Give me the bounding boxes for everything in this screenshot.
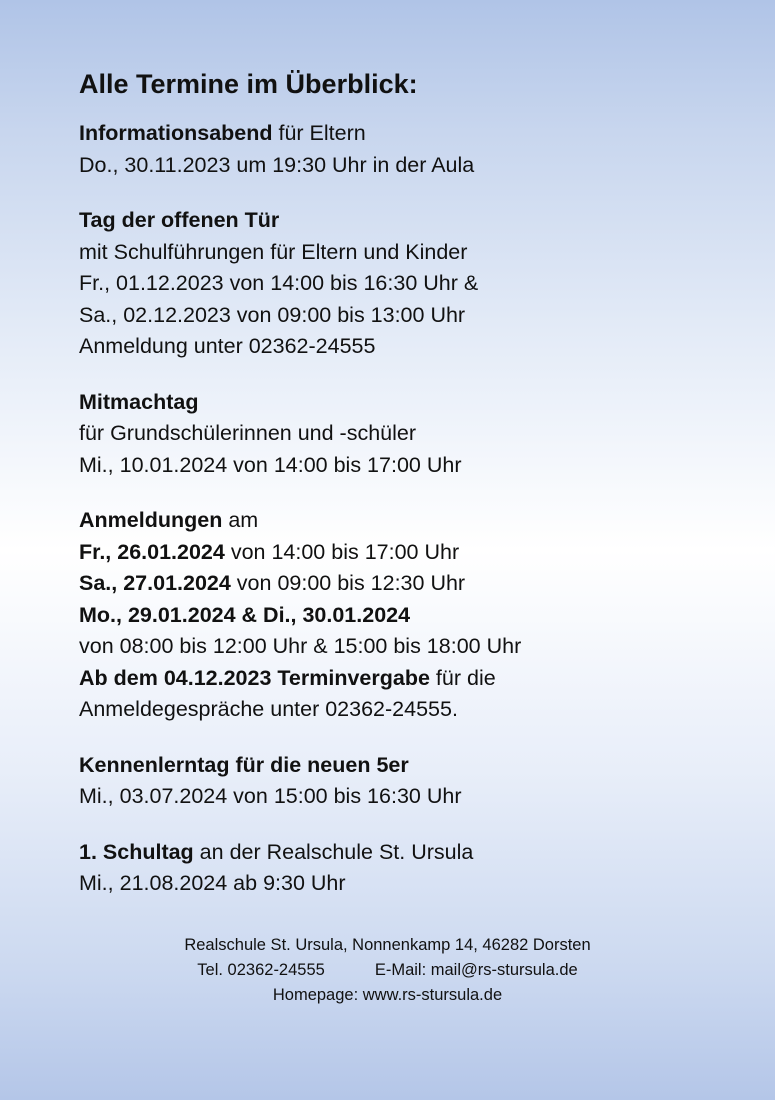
registration-date: Sa., 27.01.2024 [79, 571, 231, 595]
page-title: Alle Termine im Überblick: [79, 69, 418, 99]
event-title-line [79, 118, 719, 150]
event-description: für Grundschülerinnen und -schüler [79, 421, 417, 445]
event-title: Informationsabend [79, 121, 273, 145]
appointments-rest: für die [429, 665, 496, 690]
footer-homepage: Homepage: www.rs-stursula.de [272, 986, 503, 1004]
event-date: Do., 30.11.2023 um 19:30 Uhr in der Aula [79, 152, 475, 177]
event-date: Mi., 21.08.2024 ab 9:30 Uhr [79, 871, 346, 895]
appointments-contact: Anmeldegespräche unter 02362-24555. [79, 697, 458, 721]
footer-email: E-Mail: mail@rs-stursula.de [374, 961, 578, 979]
event-title: 1. Schultag [79, 839, 194, 864]
event-title-rest: am [222, 508, 259, 532]
event-description: mit Schulführungen für Eltern und Kinder [79, 239, 468, 264]
appointments-bold: Ab dem 04.12.2023 Terminvergabe [79, 665, 430, 690]
event-open-day [79, 205, 719, 363]
event-title: Anmeldungen [79, 508, 223, 532]
event-title-rest: für Eltern [272, 121, 366, 145]
event-date: Mi., 03.07.2024 von 15:00 bis 16:30 Uhr [79, 784, 462, 808]
registration-time: von 14:00 bis 17:00 Uhr [224, 539, 460, 564]
event-title: Tag der offenen Tür [79, 208, 280, 232]
event-contact: Anmeldung unter 02362-24555 [79, 334, 376, 358]
registration-date: Fr., 26.01.2024 [79, 539, 225, 564]
footer [0, 933, 775, 1008]
event-mitmachtag [79, 387, 719, 482]
event-title: Kennenlerntag für die neuen 5er [79, 752, 409, 777]
registration-appointments [79, 663, 719, 695]
registration-friday [79, 537, 719, 569]
event-registration [79, 505, 719, 726]
event-first-school-day [79, 837, 719, 900]
registration-time: von 09:00 bis 12:30 Uhr [230, 571, 466, 595]
event-meet-day [79, 750, 719, 813]
registration-saturday [79, 568, 719, 600]
registration-mo-di-dates: Mo., 29.01.2024 & Di., 30.01.2024 [79, 602, 411, 627]
footer-phone: Tel. 02362-24555 [197, 961, 325, 979]
footer-contact [0, 958, 775, 983]
event-title-line [79, 505, 719, 537]
event-title: Mitmachtag [79, 389, 199, 414]
schedule-document [79, 66, 719, 924]
event-title-line [79, 837, 719, 869]
event-date: Sa., 02.12.2023 von 09:00 bis 13:00 Uhr [79, 302, 466, 327]
registration-mo-di-time: von 08:00 bis 12:00 Uhr & 15:00 bis 18:00 Uhr [79, 634, 522, 658]
event-date: Mi., 10.01.2024 von 14:00 bis 17:00 Uhr [79, 452, 462, 477]
event-title-rest: an der Realschule St. Ursula [193, 839, 474, 864]
footer-address: Realschule St. Ursula, Nonnenkamp 14, 46282 Dorsten [184, 936, 591, 954]
event-date: Fr., 01.12.2023 von 14:00 bis 16:30 Uhr & [79, 271, 479, 295]
event-info-evening [79, 118, 719, 181]
